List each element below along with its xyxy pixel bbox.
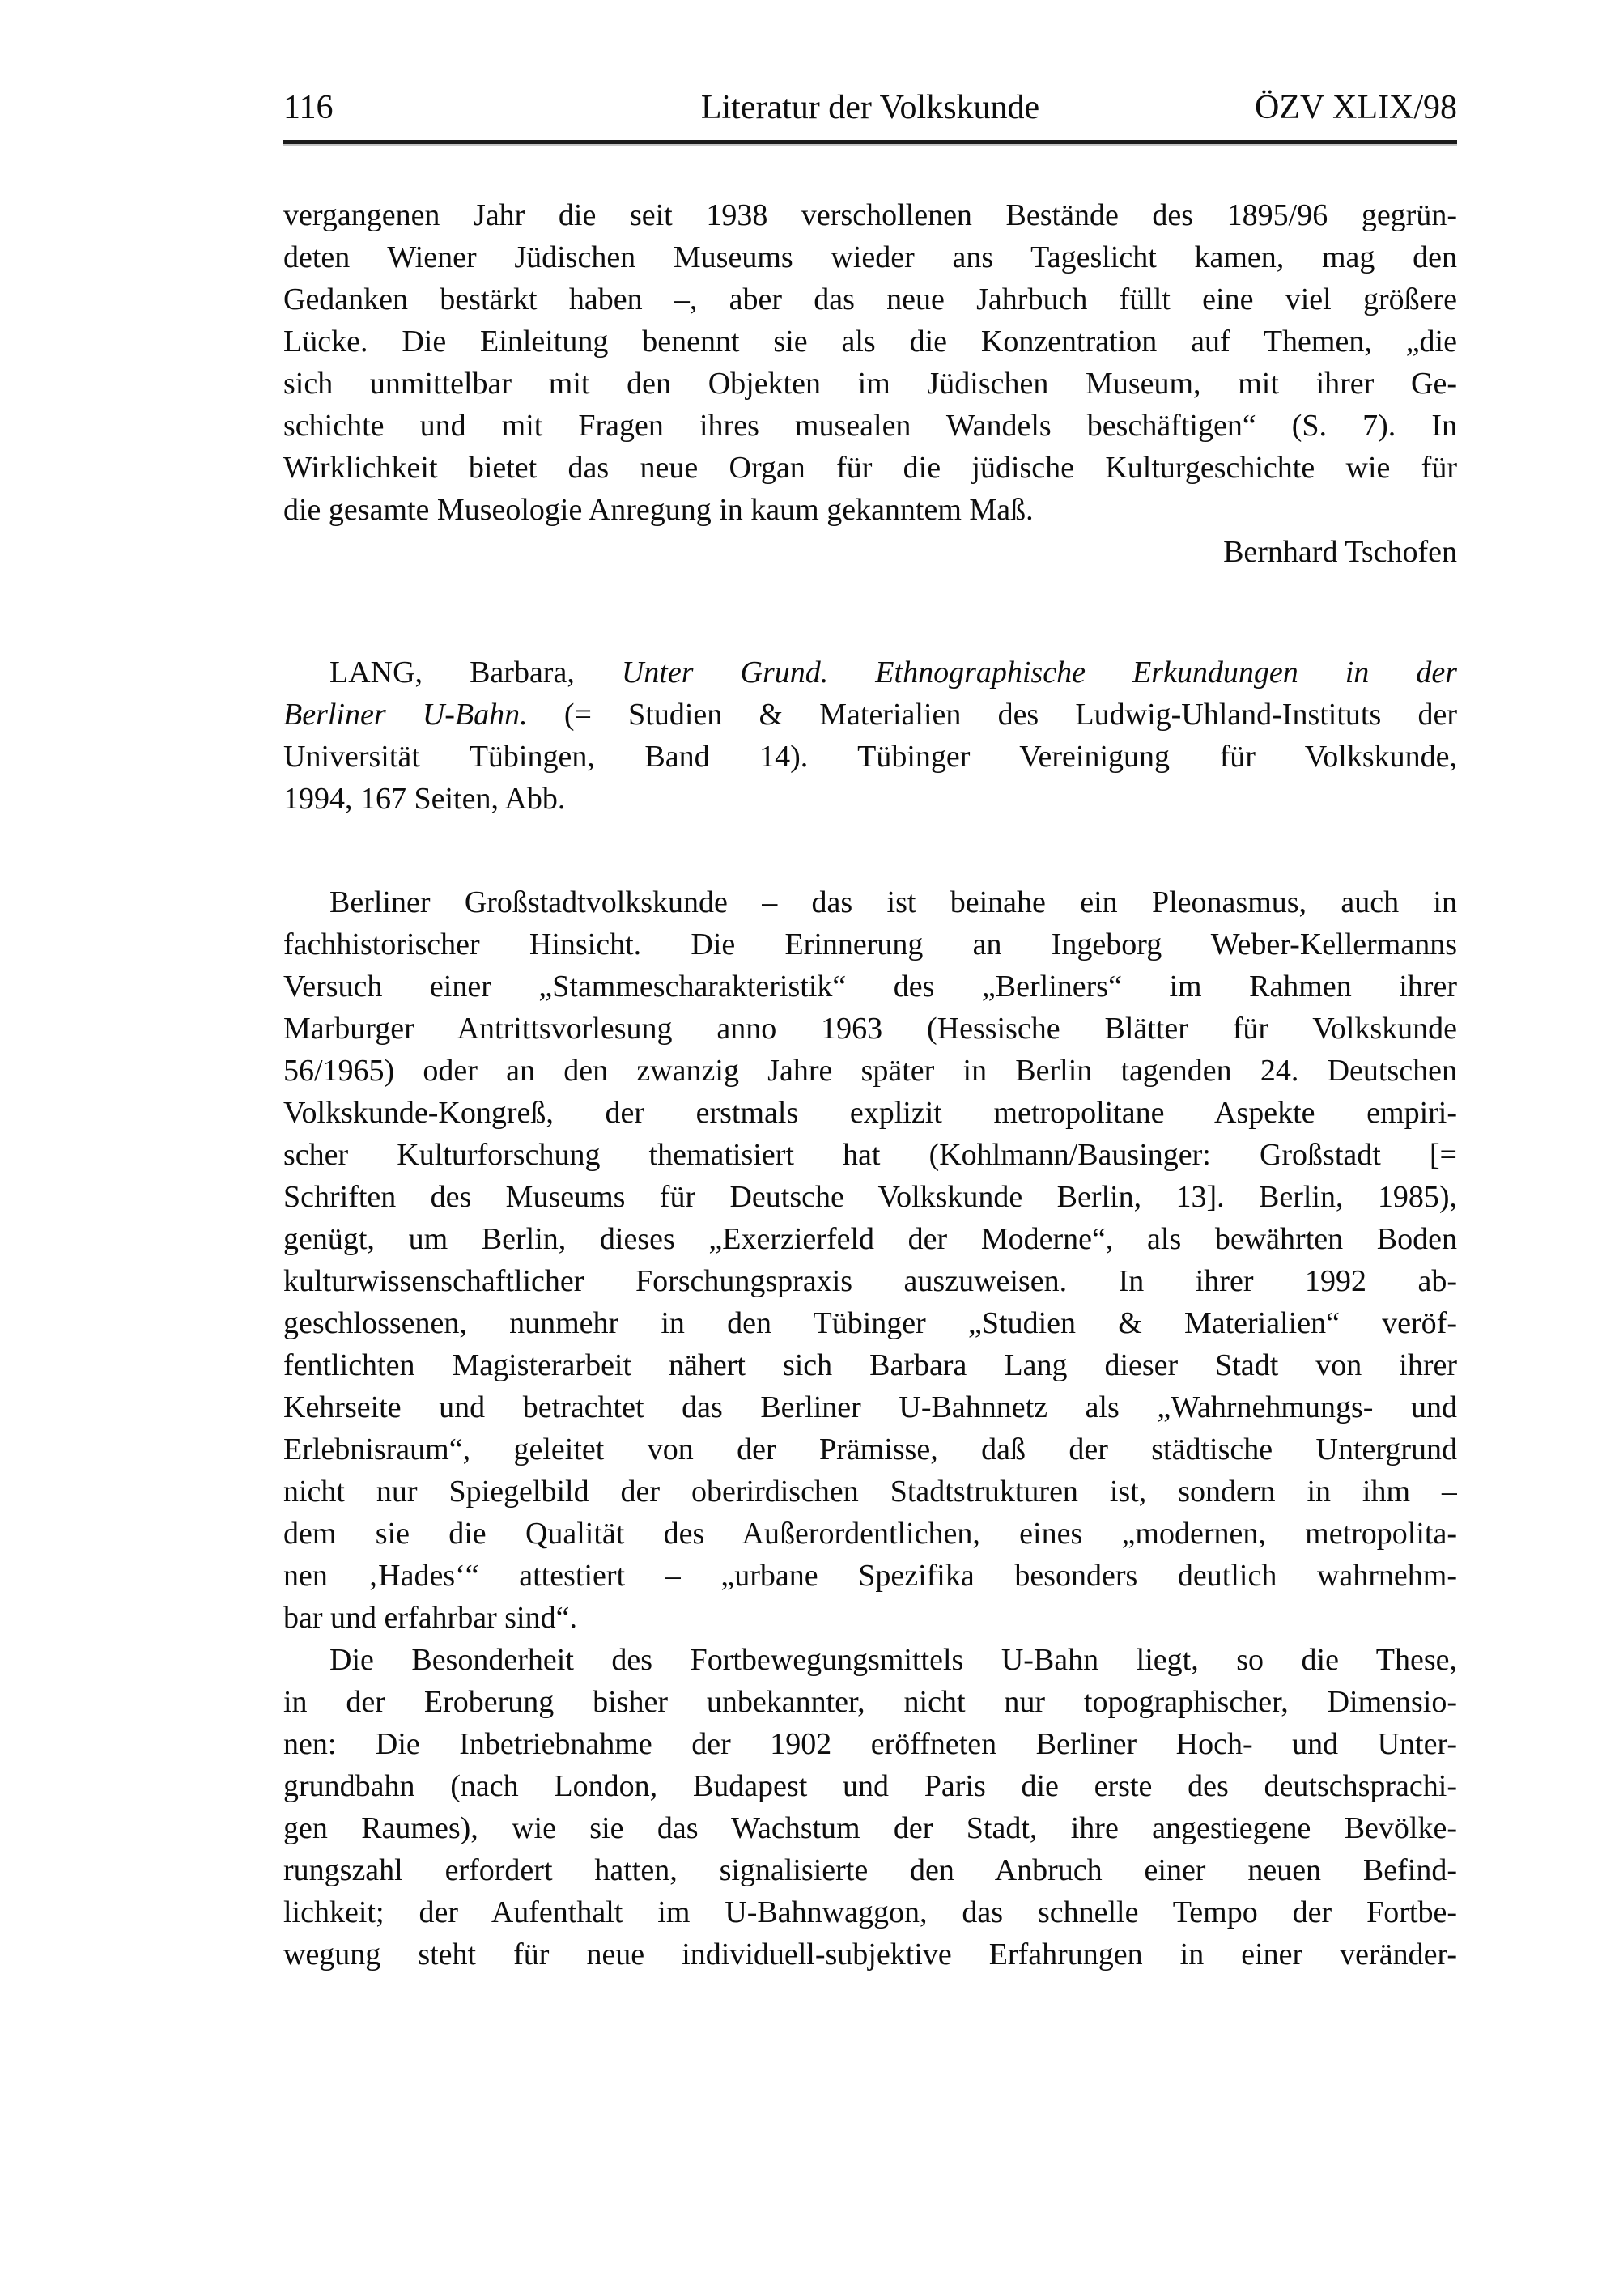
italic-book-title: Unter Grund. Ethnographische Erkundungen in der <box>621 656 1457 690</box>
review-paragraph-2 <box>283 1639 1457 1976</box>
text-line: die gesamte Museologie Anregung in kaum gekanntem Maß. <box>283 493 1034 527</box>
text-line: kulturwissenschaftlicher Forschungspraxis auszuweisen. In ihrer 1992 ab- <box>283 1264 1457 1298</box>
text-line: deten Wiener Jüdischen Museums wieder ans Tageslicht kamen, mag den <box>283 240 1457 274</box>
text-line: Berliner U-Bahn. (= Studien & Materialien des Ludwig-Uhland-Instituts der <box>283 698 1457 732</box>
journal-issue: ÖZV XLIX/98 <box>1254 89 1457 126</box>
text-line: wegung steht für neue individuell-subjektive Erfahrungen in einer veränder- <box>283 1937 1457 1971</box>
text-line: Volkskunde-Kongreß, der erstmals explizit metropolitane Aspekte empiri- <box>283 1096 1457 1130</box>
text-line: Schriften des Museums für Deutsche Volkskunde Berlin, 13]. Berlin, 1985), <box>283 1180 1457 1214</box>
text-line: nen: Die Inbetriebnahme der 1902 eröffneten Berliner Hoch- und Unter- <box>283 1727 1457 1761</box>
text-line: dem sie die Qualität des Außerordentlichen, eines „modernen, metropolita- <box>283 1517 1457 1551</box>
text-line: 1994, 167 Seiten, Abb. <box>283 782 566 816</box>
text-line: rungszahl erfordert hatten, signalisierte den Anbruch einer neuen Befind- <box>283 1853 1457 1887</box>
text-line: Die Besonderheit des Fortbewegungsmittels U-Bahn liegt, so die These, <box>329 1643 1457 1677</box>
text-line: in der Eroberung bisher unbekannter, nicht nur topographischer, Dimensio- <box>283 1685 1457 1719</box>
review-paragraph-1 <box>283 881 1457 1639</box>
reviewer-signature: Bernhard Tschofen <box>1223 535 1457 569</box>
text-line: schichte und mit Fragen ihres musealen Wandels beschäftigen“ (S. 7). In <box>283 409 1457 443</box>
text-line: Versuch einer „Stammescharakteristik“ des „Berliners“ im Rahmen ihrer <box>283 970 1457 1004</box>
text-line: 56/1965) oder an den zwanzig Jahre später in Berlin tagenden 24. Deutschen <box>283 1054 1457 1088</box>
text-line: gen Raumes), wie sie das Wachstum der Stadt, ihre angestiegene Bevölke- <box>283 1811 1457 1845</box>
text-line: Universität Tübingen, Band 14). Tübinger Vereinigung für Volkskunde, <box>283 740 1457 774</box>
text-line: Wirklichkeit bietet das neue Organ für die jüdische Kulturgeschichte wie für <box>283 451 1457 485</box>
text-line: nicht nur Spiegelbild der oberirdischen Stadtstrukturen ist, sondern in ihm – <box>283 1475 1457 1509</box>
text-line: Berliner Großstadtvolkskunde – das ist beinahe ein Pleonasmus, auch in <box>329 885 1457 919</box>
text-line: Gedanken bestärkt haben –, aber das neue Jahrbuch füllt eine viel größere <box>283 282 1457 316</box>
review-tail-paragraph <box>283 194 1457 573</box>
page-header <box>283 89 1457 126</box>
running-title: Literatur der Volkskunde <box>700 89 1040 126</box>
italic-book-title: Berliner U-Bahn. <box>283 698 528 732</box>
page-number: 116 <box>283 89 334 126</box>
header-rule <box>283 140 1457 144</box>
text-line: genügt, um Berlin, dieses „Exerzierfeld der Moderne“, als bewährten Boden <box>283 1222 1457 1256</box>
text-line: scher Kulturforschung thematisiert hat (Kohlmann/Bausinger: Großstadt [= <box>283 1138 1457 1172</box>
text-line: Erlebnisraum“, geleitet von der Prämisse, daß der städtische Untergrund <box>283 1432 1457 1466</box>
book-citation <box>283 651 1457 820</box>
text-line: sich unmittelbar mit den Objekten im Jüdischen Museum, mit ihrer Ge- <box>283 367 1457 401</box>
text-line: Kehrseite und betrachtet das Berliner U-Bahnnetz als „Wahrnehmungs- und <box>283 1390 1457 1424</box>
text-line: grundbahn (nach London, Budapest und Paris die erste des deutschsprachi- <box>283 1769 1457 1803</box>
scanned-page <box>283 89 1457 1976</box>
text-line: fentlichten Magisterarbeit nähert sich Barbara Lang dieser Stadt von ihrer <box>283 1348 1457 1382</box>
page-body <box>283 194 1457 1976</box>
text-line: Lücke. Die Einleitung benennt sie als die Konzentration auf Themen, „die <box>283 325 1457 359</box>
text-line: lichkeit; der Aufenthalt im U-Bahnwaggon, das schnelle Tempo der Fortbe- <box>283 1895 1457 1929</box>
text-line: LANG, Barbara, Unter Grund. Ethnographische Erkundungen in der <box>329 656 1457 690</box>
text-line: bar und erfahrbar sind“. <box>283 1601 577 1635</box>
text-line: fachhistorischer Hinsicht. Die Erinnerung an Ingeborg Weber-Kellermanns <box>283 927 1457 961</box>
text-line: Marburger Antrittsvorlesung anno 1963 (Hessische Blätter für Volkskunde <box>283 1012 1457 1046</box>
text-line: vergangenen Jahr die seit 1938 verschollenen Bestände des 1895/96 gegrün- <box>283 198 1457 232</box>
text-line: geschlossenen, nunmehr in den Tübinger „Studien & Materialien“ veröf- <box>283 1306 1457 1340</box>
text-line: nen ‚Hades‘“ attestiert – „urbane Spezifika besonders deutlich wahrnehm- <box>283 1559 1457 1593</box>
